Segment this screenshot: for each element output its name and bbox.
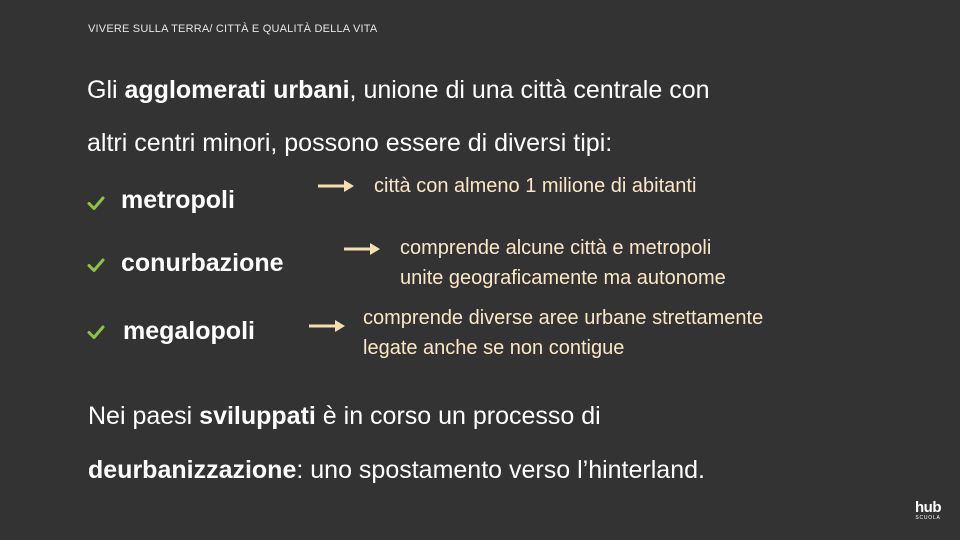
outro-bold-term-2: deurbanizzazione	[88, 456, 297, 484]
definition-line: legate anche se non contigue	[363, 337, 625, 359]
intro-suffix: , unione di una città centrale con	[349, 76, 710, 104]
outro-prefix: Nei paesi	[88, 402, 200, 430]
definition-line: città con almeno 1 milione di abitanti	[374, 175, 697, 197]
logo-sub-text: SCUOLA	[915, 515, 941, 521]
type-term-metropoli: metropoli	[121, 186, 235, 214]
type-term-conurbazione: conurbazione	[121, 249, 284, 277]
right-arrow-icon	[344, 243, 380, 255]
right-arrow-icon	[318, 180, 354, 192]
outro-line-1	[88, 401, 601, 431]
right-arrow-icon	[309, 320, 345, 332]
check-icon	[86, 322, 106, 342]
check-icon	[86, 193, 106, 213]
outro-suffix: è in corso un processo di	[315, 402, 601, 430]
outro-bold-term: sviluppati	[199, 402, 316, 430]
type-definition-megalopoli	[363, 303, 763, 363]
hub-scuola-logo	[910, 500, 946, 530]
intro-line-1	[87, 75, 710, 105]
definition-line: comprende alcune città e metropoli	[400, 237, 712, 259]
definition-line: unite geograficamente ma autonome	[400, 267, 726, 289]
type-definition-conurbazione	[400, 233, 726, 293]
breadcrumb: VIVERE SULLA TERRA/ CITTÀ E QUALITÀ DELLA VITA	[88, 23, 378, 35]
intro-line-2: altri centri minori, possono essere di diversi tipi:	[87, 129, 613, 157]
intro-prefix: Gli	[87, 76, 125, 104]
type-term-megalopoli: megalopoli	[123, 317, 255, 345]
logo-main-text: hub	[915, 499, 941, 516]
check-icon	[86, 255, 106, 275]
outro-suffix-2: : uno spostamento verso l’hinterland.	[296, 456, 705, 484]
outro-line-2	[88, 455, 705, 485]
intro-bold-term: agglomerati urbani	[124, 76, 350, 104]
definition-line: comprende diverse aree urbane strettamente	[363, 307, 764, 329]
type-definition-metropoli	[374, 171, 696, 201]
